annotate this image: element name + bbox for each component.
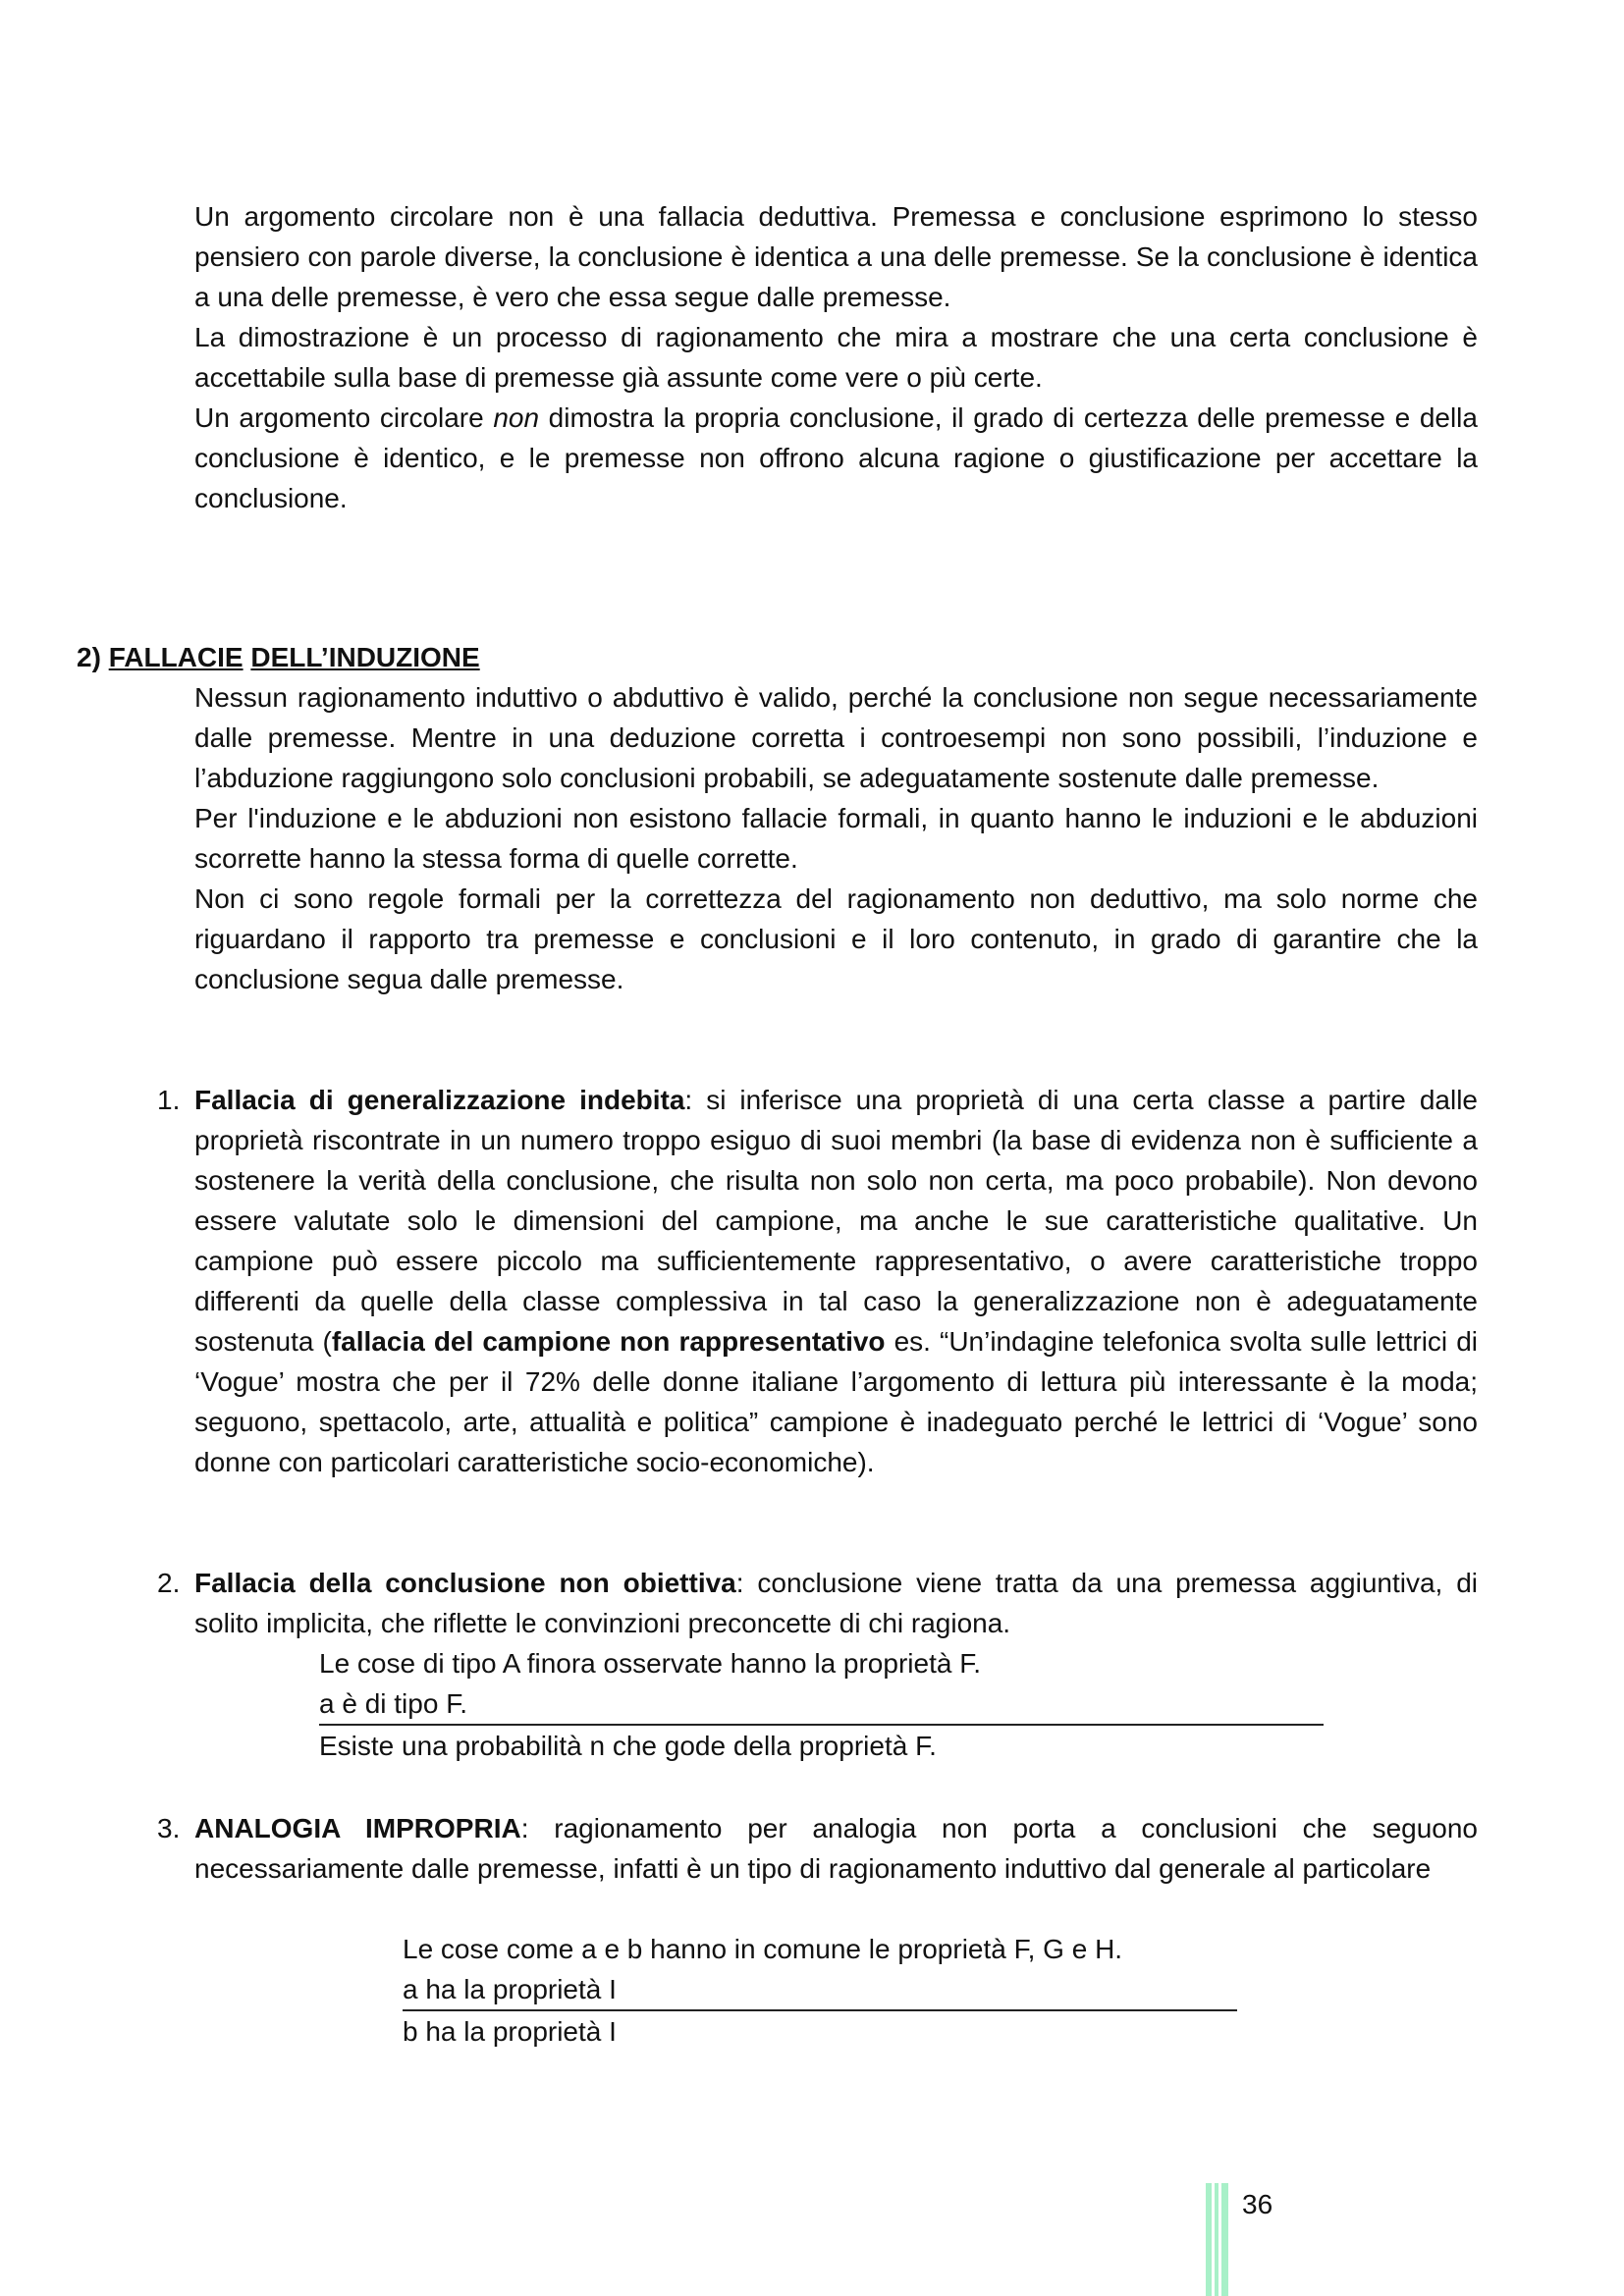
section-heading: [77, 637, 480, 677]
section-number: 2): [77, 642, 109, 672]
schema-conclusion: Esiste una probabilità n che gode della proprietà F.: [319, 1731, 937, 1761]
section-text: [194, 677, 1478, 999]
list-item-body: [194, 1080, 1478, 1482]
list-item-number: 2.: [157, 1568, 181, 1598]
schema-premise-1: Le cose come a e b hanno in comune le proprietà F, G e H.: [403, 1934, 1123, 1964]
list-item-term: Fallacia della conclusione non obiettiva: [194, 1568, 736, 1598]
list-item-number: 3.: [157, 1813, 181, 1843]
list-item-term-secondary: fallacia del campione non rappresentativo: [331, 1326, 886, 1357]
page-decor-bar: [1221, 2183, 1228, 2296]
section-title-second: DELL’INDUZIONE: [250, 642, 480, 672]
schema-premise-2: a ha la proprietà I: [403, 1974, 617, 2004]
list-item-text: : conclusione viene tratta da una premessa aggiuntiva, di solito implicita, che riflette le convinzioni preconcette di chi ragiona.: [194, 1568, 1478, 1638]
intro-paragraph-3-end: dimostra la propria conclusione, il grado di certezza delle premesse e della conclusione è identico, e le premesse non offrono alcuna ragione o giustificazione per accettare la conclusione.: [194, 402, 1478, 513]
list-item-number: 1.: [157, 1085, 181, 1115]
section-paragraph-2: Per l'induzione e le abduzioni non esistono fallacie formali, in quanto hanno le induzioni e le abduzioni scorrette hanno la stessa forma di quelle corrette.: [194, 803, 1478, 874]
intro-paragraph-3: [194, 398, 1478, 518]
argument-schema-1: [319, 1643, 1324, 1766]
list-item-term: Fallacia di generalizzazione indebita: [194, 1085, 685, 1115]
argument-schema-2: [403, 1929, 1237, 2052]
intro-paragraph-3-emphasis: non: [493, 402, 540, 433]
schema-premise-1: Le cose di tipo A finora osservate hanno la proprietà F.: [319, 1648, 981, 1679]
intro-paragraph-1: Un argomento circolare non è una fallacia deduttiva. Premessa e conclusione esprimono lo stesso pensiero con parole diverse, la conclusione è identica a una delle premesse. Se la conclusione è identica a una delle premesse, è vero che essa segue dalle premesse.: [194, 201, 1478, 312]
intro-text: [194, 196, 1478, 518]
list-item-body: [194, 1563, 1478, 1643]
intro-paragraph-2: La dimostrazione è un processo di ragionamento che mira a mostrare che una certa conclusione è accettabile sulla base di premesse già assunte come vere o più certe.: [194, 322, 1478, 393]
page-decor-bar: [1206, 2183, 1212, 2296]
list-item-body: [194, 1808, 1478, 1889]
page-decor-bar: [1215, 2183, 1218, 2296]
schema-premise-2: a è di tipo F.: [319, 1688, 467, 1719]
list-item-text: : si inferisce una proprietà di una certa classe a partire dalle proprietà riscontrate in un numero troppo esiguo di suoi membri (la base di evidenza non è sufficiente a sostenere la verità della conclusione, che risulta non solo non certa, ma poco probabile). Non devono essere valutate solo le dimensioni del campione, ma anche le sue caratteristiche qualitative. Un campione può essere piccolo ma sufficientemente rappresentativo, o avere caratteristiche troppo differenti da quelle della classe complessiva in tal caso la generalizzazione non è adeguatamente sostenuta (: [194, 1085, 1478, 1357]
section-title-first: FALLACIE: [108, 642, 244, 672]
list-item-term: ANALOGIA IMPROPRIA: [194, 1813, 521, 1843]
list-item-text-continued: es. “Un’indagine telefonica svolta sulle lettrici di ‘Vogue’ mostra che per il 72% delle donne italiane l’argomento di lettura più interessante è la moda; seguono, spettacolo, arte, attualità e politica” campione è inadeguato perché le lettrici di ‘Vogue’ sono donne con particolari caratteristiche socio-economiche).: [194, 1326, 1478, 1477]
list-item-3: [157, 1808, 1478, 1889]
schema-conclusion: b ha la proprietà I: [403, 2016, 617, 2047]
page-number-area: [1206, 2183, 1273, 2296]
section-paragraph-3: Non ci sono regole formali per la correttezza del ragionamento non deduttivo, ma solo norme che riguardano il rapporto tra premesse e conclusioni e il loro contenuto, in grado di garantire che la conclusione segua dalle premesse.: [194, 883, 1478, 994]
list-item-1: [157, 1080, 1478, 1482]
list-item-text: : ragionamento per analogia non porta a conclusioni che seguono necessariamente dalle premesse, infatti è un tipo di ragionamento induttivo dal generale al particolare: [194, 1813, 1478, 1884]
intro-paragraph-3-start: Un argomento circolare: [194, 402, 494, 433]
list-item-2: [157, 1563, 1478, 1643]
section-paragraph-1: Nessun ragionamento induttivo o abduttivo è valido, perché la conclusione non segue necessariamente dalle premesse. Mentre in una deduzione corretta i controesempi non sono possibili, l’induzione e l’abduzione raggiungono solo conclusioni probabili, se adeguatamente sostenute dalle premesse.: [194, 682, 1478, 793]
page-number: 36: [1242, 2189, 1273, 2219]
